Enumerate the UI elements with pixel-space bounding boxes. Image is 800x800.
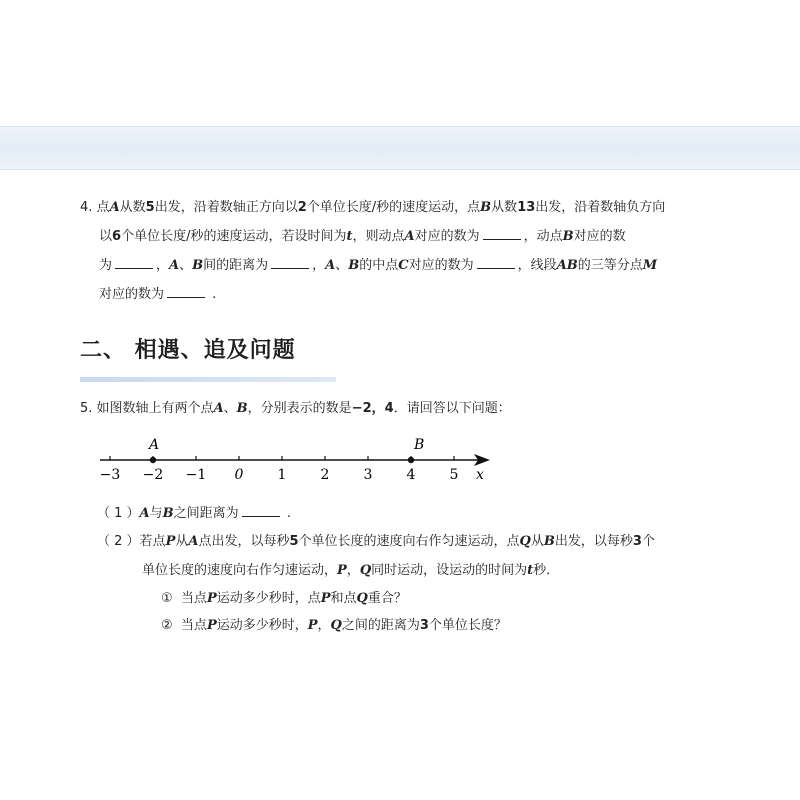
answer-blank-a-position[interactable]: [483, 227, 521, 240]
q4-line-2: 以6个单位长度/秒的速度运动，若设时间为t，则动点A对应的数为 ，动点B对应的数: [99, 229, 626, 244]
answer-blank-midpoint[interactable]: [477, 256, 515, 269]
number-line: [90, 430, 500, 490]
q4-line-4: 对应的数为 .: [99, 287, 217, 302]
tick-label: −3: [99, 467, 121, 483]
q5-part-2-line-2: 单位长度的速度向右作匀速运动，P，Q同时运动，设运动的时间为t秒．: [142, 563, 560, 578]
answer-blank-ab-distance[interactable]: [242, 504, 280, 517]
answer-blank-trisection[interactable]: [167, 285, 205, 298]
section-title: 二、 相遇、追及问题: [80, 338, 296, 363]
q5-subquestion-2: ② 当点P运动多少秒时，P，Q之间的距离为3个单位长度？: [161, 618, 507, 633]
q5-subquestion-1: ① 当点P运动多少秒时，点P和点Q重合？: [161, 591, 407, 606]
tick-label: −2: [142, 467, 164, 483]
answer-blank-b-position[interactable]: [115, 256, 153, 269]
point-b-label: B: [414, 437, 425, 453]
point-a-label: A: [149, 437, 160, 453]
q4-number: 4.: [80, 200, 93, 215]
point-b-dot: [408, 457, 414, 463]
header-band-top-border: [0, 126, 800, 127]
tick-label: 2: [320, 467, 330, 483]
q5-part-2-line-1: （ 2 ）若点P从A点出发，以每秒5个单位长度的速度向右作匀速运动，点Q从B出发，以每秒3个: [97, 534, 655, 549]
section-title-underline: [80, 377, 336, 382]
tick-label: 5: [449, 467, 459, 483]
q5-part-1: （ 1 ）A与B之间距离为 .: [97, 506, 291, 521]
q5-stem: 5. 如图数轴上有两个点A、B，分别表示的数是−2，4．请回答以下问题：: [80, 401, 511, 416]
answer-blank-distance[interactable]: [271, 256, 309, 269]
tick-label: −1: [185, 467, 207, 483]
tick-label: 4: [406, 467, 416, 483]
point-a-dot: [150, 457, 156, 463]
header-band-bottom-border: [0, 169, 800, 170]
tick-label: 0: [234, 467, 244, 483]
q4-line-3: 为 ，A、B间的距离为 ，A、B的中点C对应的数为 ，线段AB的三等分点M: [99, 258, 658, 273]
q5-number: 5.: [80, 401, 93, 416]
x-axis-label: x: [476, 467, 484, 483]
tick-label: 1: [277, 467, 287, 483]
header-band: [0, 126, 800, 170]
tick-label: 3: [363, 467, 373, 483]
q4-line-1: 4. 点A从数5出发，沿着数轴正方向以2个单位长度/秒的速度运动，点B从数13出发，沿着数轴负方向: [80, 200, 666, 215]
